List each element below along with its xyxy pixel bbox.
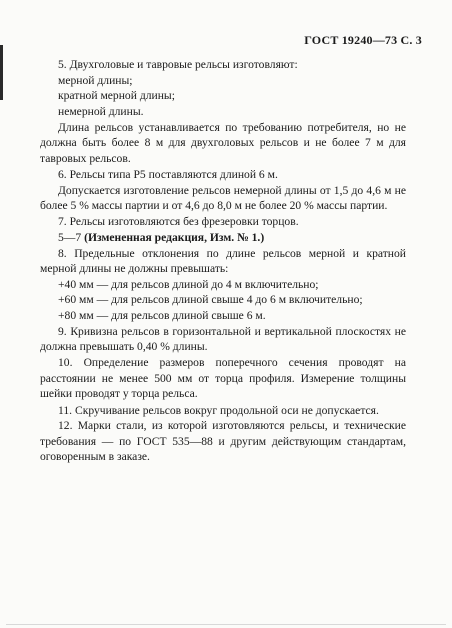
clause-9: 9. Кривизна рельсов в горизонтальной и вертикальной плоскостях не должна превышать 0,40 % длины. xyxy=(40,324,406,354)
clause-5-item-2: кратной мерной длины; xyxy=(58,89,175,103)
clause-8-item-1: +40 мм — для рельсов длиной до 4 м включительно; xyxy=(58,277,319,291)
clause-7: 7. Рельсы изготовляются без фрезеровки торцов. xyxy=(58,215,299,229)
revision-range: 5—7 xyxy=(58,231,85,245)
page-header: ГОСТ 19240—73 С. 3 xyxy=(304,33,422,47)
clause-5-item-3: немерной длины. xyxy=(58,104,144,118)
clause-12: 12. Марки стали, из которой изготовляются рельсы, и технические требования — по ГОСТ 535—88 и другим действующим стандартам, оговоренным в заказе. xyxy=(40,419,406,464)
clause-8-item-2: +60 мм — для рельсов длиной свыше 4 до 6 м включительно; xyxy=(58,293,363,307)
clause-8-item-3: +80 мм — для рельсов длиной свыше 6 м. xyxy=(58,309,266,322)
clause-5-item-1: мерной длины; xyxy=(58,73,133,87)
document-body xyxy=(40,57,406,465)
revision-label: (Измененная редакция, Изм. № 1.) xyxy=(84,231,265,245)
page-bottom-rule xyxy=(6,624,446,625)
clause-5-length: Длина рельсов устанавливается по требованию потребителя, но не должна быть более 8 м для двухголовых рельсов и не более 7 м для тавровых рельсов. xyxy=(40,120,406,166)
clause-11: 11. Скручивание рельсов вокруг продольной оси не допускается. xyxy=(58,403,379,417)
clause-5-intro: 5. Двухголовые и тавровые рельсы изготовляют: xyxy=(58,58,298,71)
clause-6-allowed: Допускается изготовление рельсов немерной длины от 1,5 до 4,6 м не более 5 % массы партии и от 4,6 до 8,0 м не более 20 % массы партии. xyxy=(40,183,406,213)
clause-8-intro: 8. Предельные отклонения по длине рельсов мерной и кратной мерной длины не должны превышать: xyxy=(40,246,406,276)
revision-note xyxy=(40,230,406,246)
clause-6: 6. Рельсы типа Р5 поставляются длиной 6 м. xyxy=(58,167,278,181)
binding-edge-mark xyxy=(0,45,3,100)
clause-10: 10. Определение размеров поперечного сечения проводят на расстоянии не менее 500 мм от торца профиля. Измерение толщины шейки проводят у торца рельса. xyxy=(40,356,406,401)
